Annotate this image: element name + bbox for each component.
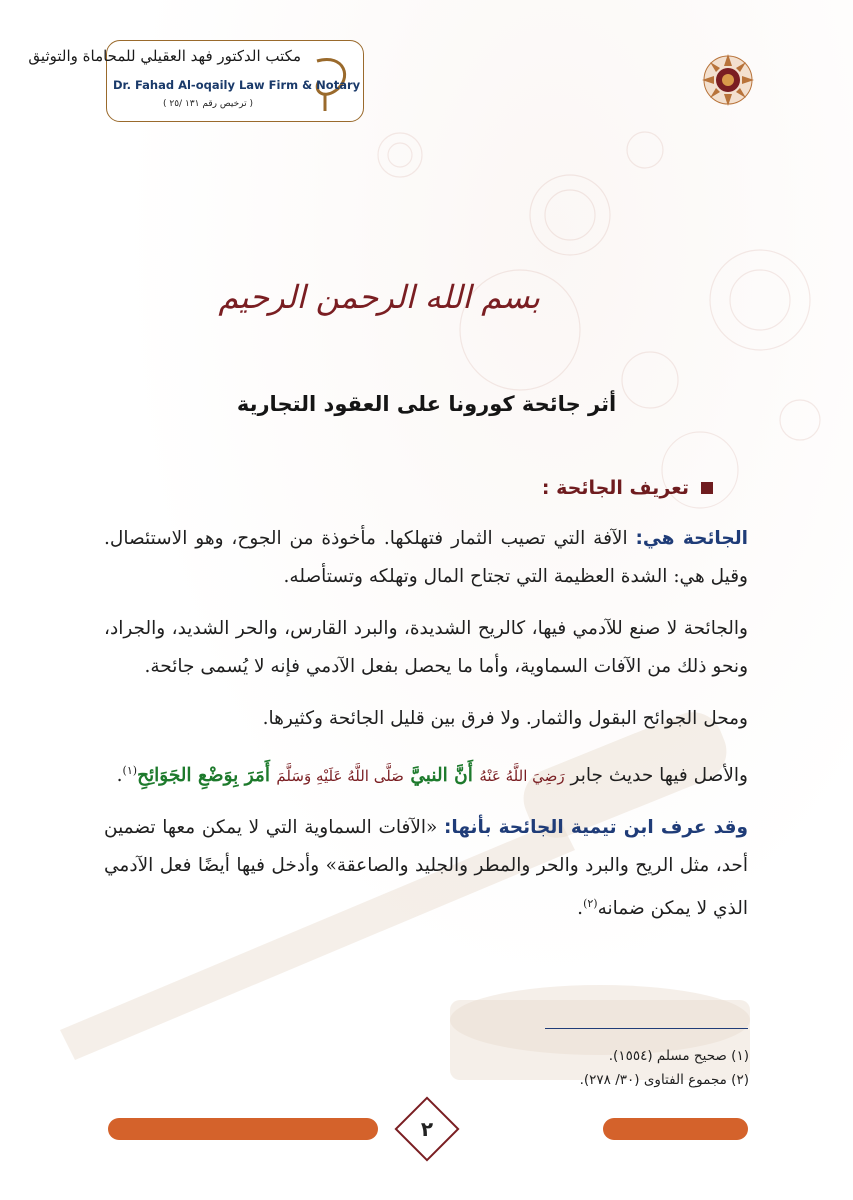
page-number: ٢ [420,1117,434,1141]
paragraph-scope: ومحل الجوائح البقول والثمار. ولا فرق بين قليل الجائحة وكثيرها. [262,708,748,729]
honorific-1: رَضِيَ اللَّهُ عَنْهُ [479,767,565,786]
hadith-text-1: أَنَّ النبيَّ [403,765,480,787]
mandala-icon [700,52,756,108]
license-number: ( ترخيص رقم ١٣١ /٢٥ ) [163,99,253,109]
section-heading [542,477,713,499]
paragraph-ibn-taymiyyah [104,809,748,928]
logo-english-name: Dr. Fahad Al-oqaily Law Firm & Notary [113,78,361,92]
page-title: أثر جائحة كورونا على العقود التجارية [236,392,617,416]
section-heading-text: تعريف الجائحة : [541,477,689,499]
footnotes [580,1044,749,1092]
footer-bar-right [603,1118,748,1140]
footnote-ref-2[interactable]: (٢) [583,897,598,911]
logo-arabic-name: مكتب الدكتور فهد العقيلي للمحاماة والتوثيق [28,47,301,65]
definition-text: الآفة التي تصيب الثمار فتهلكها. مأخوذة من الجوح، وهو الاستئصال. وقيل هي: الشدة العظيمة التي تجتاح المال وتهلكه وتستأصله. [104,528,748,587]
footer-bar-left [108,1118,378,1140]
paragraph-hadith [104,752,748,795]
footnote-2: (٢) مجموع الفتاوى (٣٠/ ٢٧٨). [579,1072,749,1088]
honorific-2: صَلَّى اللَّهُ عَلَيْهِ وَسَلَّمَ [276,767,404,786]
firm-logo [28,40,364,122]
basmala-calligraphy: بسم الله الرحمن الرحيم [218,278,540,316]
paragraph-nature: والجائحة لا صنع للآدمي فيها، كالريح الشديدة، والبرد القارس، والحر الشديد، والجراد، ونحو ذلك من الآفات السماوية، وأما ما يحصل بفعل الآدمي فإنه لا يُسمى جائحة. [104,618,748,677]
hadith-text-2: أَمَرَ بِوَضْعِ الجَوَائِحِ [137,765,277,787]
hadith-intro: والأصل فيها حديث جابر [564,765,748,787]
footnote-1: (١) صحيح مسلم (١٥٥٤). [608,1048,749,1064]
footnote-ref-1[interactable]: (١) [122,764,138,777]
ibn-taymiyyah-lead: وقد عرف ابن تيمية الجائحة بأنها: [444,817,748,839]
definition-lead: الجائحة هي: [635,528,748,549]
footnote-divider [545,1028,748,1029]
ibn-taymiyyah-text: «الآفات السماوية التي لا يمكن معها تضمين أحد، مثل الريح والبرد والحر والمطر والجليد والصاعقة» وأدخل فيها أيضًا فعل الآدمي الذي لا يمكن ضمانه [104,817,748,920]
paragraph-definition [104,520,748,596]
body-text [104,520,748,942]
ibn-taymiyyah-end: . [577,898,584,920]
square-bullet-icon [701,482,713,494]
hadith-end: . [116,765,123,787]
